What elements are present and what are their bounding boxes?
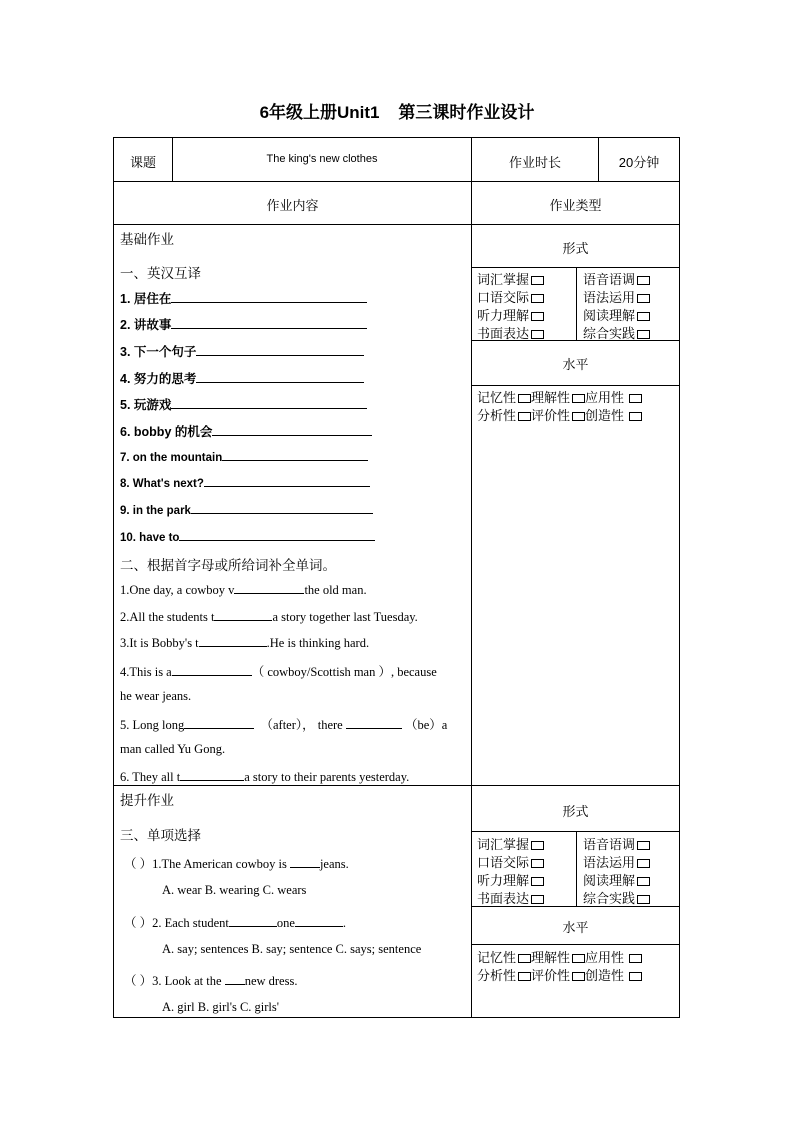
choice-options: A. girl B. girl's C. girls' xyxy=(162,1000,280,1014)
level-options-row[interactable]: 记忆性 理解性 应用性 xyxy=(477,387,642,406)
checkbox[interactable] xyxy=(637,859,650,868)
checkbox[interactable] xyxy=(531,841,544,850)
choice-question: （ ）2. Each student one . xyxy=(124,916,347,930)
checkbox[interactable] xyxy=(518,394,531,403)
checkbox[interactable] xyxy=(637,877,650,886)
list-item: 3. 下一个句子 xyxy=(120,342,364,360)
topic-value: The king's new clothes xyxy=(266,153,378,165)
choice-question: （ ）1.The American cowboy is jeans. xyxy=(124,857,349,871)
form-option[interactable]: 口语交际 xyxy=(477,287,544,306)
form-option[interactable]: 听力理解 xyxy=(477,870,544,889)
section2-heading: 二、根据首字母或所给词补全单词。 xyxy=(120,558,336,573)
checkbox[interactable] xyxy=(531,312,544,321)
level-options-row[interactable]: 记忆性 理解性 应用性 xyxy=(477,947,642,966)
checkbox[interactable] xyxy=(637,276,650,285)
list-item: 6. bobby 的机会 xyxy=(120,422,372,440)
checkbox[interactable] xyxy=(531,895,544,904)
list-item: 4. 努力的思考 xyxy=(120,369,364,387)
form-option[interactable]: 综合实践 xyxy=(583,323,650,342)
checkbox[interactable] xyxy=(531,294,544,303)
checkbox[interactable] xyxy=(572,972,585,981)
checkbox[interactable] xyxy=(518,412,531,421)
basic-heading: 基础作业 xyxy=(120,232,174,247)
form-option[interactable]: 书面表达 xyxy=(477,888,544,907)
list-item: 7. on the mountain xyxy=(120,449,368,464)
form-option[interactable]: 阅读理解 xyxy=(583,870,650,889)
checkbox[interactable] xyxy=(637,330,650,339)
checkbox[interactable] xyxy=(629,954,642,963)
choice-options: A. say; sentences B. say; sentence C. says; sentence xyxy=(162,942,422,956)
fill-question: 6. They all t a story to their parents yesterday. xyxy=(120,770,410,784)
form-option[interactable]: 阅读理解 xyxy=(583,305,650,324)
content-label: 作业内容 xyxy=(266,198,319,213)
form-option[interactable]: 综合实践 xyxy=(583,888,650,907)
checkbox[interactable] xyxy=(629,394,642,403)
level-label: 水平 xyxy=(562,357,589,372)
list-item: 2. 讲故事 xyxy=(120,315,367,333)
section1-heading: 一、英汉互译 xyxy=(120,266,201,281)
checkbox[interactable] xyxy=(531,877,544,886)
form-option[interactable]: 语法运用 xyxy=(583,287,650,306)
form-option[interactable]: 语音语调 xyxy=(583,269,650,288)
fill-question: 3.It is Bobby's t .He is thinking hard. xyxy=(120,636,370,650)
homework-table xyxy=(113,137,680,1018)
form-option[interactable]: 书面表达 xyxy=(477,323,544,342)
choice-options: A. wear B. wearing C. wears xyxy=(162,883,307,897)
level-options-row[interactable]: 分析性 评价性 创造性 xyxy=(477,405,642,424)
checkbox[interactable] xyxy=(637,294,650,303)
checkbox[interactable] xyxy=(572,412,585,421)
checkbox[interactable] xyxy=(629,412,642,421)
list-item: 9. in the park xyxy=(120,502,373,517)
form-option[interactable]: 词汇掌握 xyxy=(477,834,544,853)
form-option[interactable]: 听力理解 xyxy=(477,305,544,324)
type-label: 作业类型 xyxy=(549,198,602,213)
checkbox[interactable] xyxy=(572,954,585,963)
form-label: 形式 xyxy=(562,241,589,256)
checkbox[interactable] xyxy=(572,394,585,403)
fill-question: 5. Long long （after）， there （be）a xyxy=(120,718,448,732)
topic-label: 课题 xyxy=(129,155,156,170)
checkbox[interactable] xyxy=(637,841,650,850)
level-label: 水平 xyxy=(562,920,589,935)
fill-question-cont: man called Yu Gong. xyxy=(120,742,226,756)
fill-question-cont: he wear jeans. xyxy=(120,689,192,703)
form-option[interactable]: 口语交际 xyxy=(477,852,544,871)
time-value: 20分钟 xyxy=(618,155,660,170)
list-item: 8. What's next? xyxy=(120,475,370,490)
list-item: 1. 居住在 xyxy=(120,289,367,307)
checkbox[interactable] xyxy=(637,895,650,904)
advanced-heading: 提升作业 xyxy=(120,793,174,808)
list-item: 5. 玩游戏 xyxy=(120,395,367,413)
checkbox[interactable] xyxy=(637,312,650,321)
form-option[interactable]: 词汇掌握 xyxy=(477,269,544,288)
level-options-row[interactable]: 分析性 评价性 创造性 xyxy=(477,965,642,984)
checkbox[interactable] xyxy=(518,972,531,981)
fill-question: 2.All the students t a story together last Tuesday. xyxy=(120,610,418,624)
checkbox[interactable] xyxy=(518,954,531,963)
section3-heading: 三、单项选择 xyxy=(120,828,201,843)
list-item: 10. have to xyxy=(120,529,375,544)
fill-question: 4.This is a （ cowboy/Scottish man ）, because xyxy=(120,665,437,679)
page-title: 6年级上册Unit1 第三课时作业设计 xyxy=(259,103,535,122)
checkbox[interactable] xyxy=(531,859,544,868)
time-label: 作业时长 xyxy=(508,155,561,170)
checkbox[interactable] xyxy=(629,972,642,981)
form-option[interactable]: 语法运用 xyxy=(583,852,650,871)
checkbox[interactable] xyxy=(531,276,544,285)
form-option[interactable]: 语音语调 xyxy=(583,834,650,853)
choice-question: （ ）3. Look at the new dress. xyxy=(124,974,298,988)
checkbox[interactable] xyxy=(531,330,544,339)
form-label: 形式 xyxy=(562,804,589,819)
fill-question: 1.One day, a cowboy v the old man. xyxy=(120,583,367,597)
